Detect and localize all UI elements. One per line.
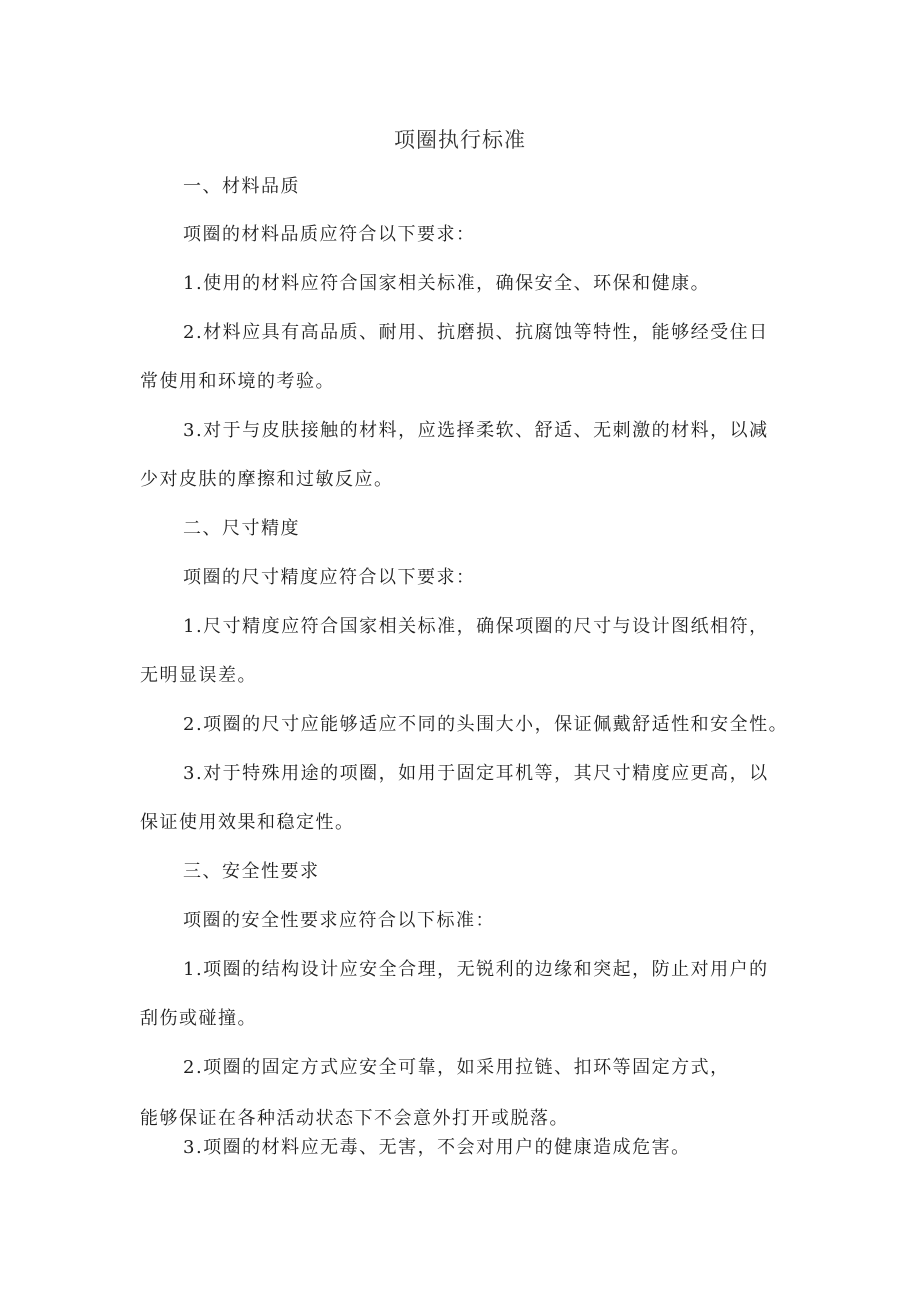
paragraph-2-1-line1: 1.尺寸精度应符合国家相关标准，确保项圈的尺寸与设计图纸相符， (183, 616, 769, 637)
paragraph-2-3-line1: 3.对于特殊用途的项圈，如用于固定耳机等，其尺寸精度应更高，以 (183, 763, 769, 784)
paragraph-2-2: 2.项圈的尺寸应能够适应不同的头围大小，保证佩戴舒适性和安全性。 (183, 714, 789, 735)
paragraph-3-2-line2: 能够保证在各种活动状态下不会意外打开或脱落。 (140, 1108, 569, 1129)
section-heading-1: 一、材料品质 (183, 176, 300, 197)
section-heading-3: 三、安全性要求 (183, 861, 320, 882)
paragraph-3-3: 3.项圈的材料应无毒、无害，不会对用户的健康造成危害。 (183, 1137, 691, 1158)
document-title: 项圈执行标准 (394, 128, 526, 152)
section-intro-2: 项圈的尺寸精度应符合以下要求： (183, 567, 476, 588)
paragraph-1-1: 1.使用的材料应符合国家相关标准，确保安全、环保和健康。 (183, 273, 711, 294)
paragraph-2-3-line2: 保证使用效果和稳定性。 (140, 812, 355, 833)
paragraph-1-3-line1: 3.对于与皮肤接触的材料，应选择柔软、舒适、无刺激的材料，以减 (183, 420, 769, 441)
paragraph-2-1-line2: 无明显误差。 (140, 665, 257, 686)
paragraph-1-3-line2: 少对皮肤的摩擦和过敏反应。 (140, 469, 394, 490)
paragraph-1-2-line1: 2.材料应具有高品质、耐用、抗磨损、抗腐蚀等特性，能够经受住日 (183, 322, 769, 343)
section-intro-3: 项圈的安全性要求应符合以下标准： (183, 910, 495, 931)
paragraph-3-2-line1: 2.项圈的固定方式应安全可靠，如采用拉链、扣环等固定方式， (183, 1057, 730, 1078)
section-heading-2: 二、尺寸精度 (183, 518, 300, 539)
section-intro-1: 项圈的材料品质应符合以下要求： (183, 224, 476, 245)
paragraph-1-2-line2: 常使用和环境的考验。 (140, 371, 335, 392)
paragraph-3-1-line2: 刮伤或碰撞。 (140, 1008, 257, 1029)
paragraph-3-1-line1: 1.项圈的结构设计应安全合理，无锐利的边缘和突起，防止对用户的 (183, 959, 769, 980)
